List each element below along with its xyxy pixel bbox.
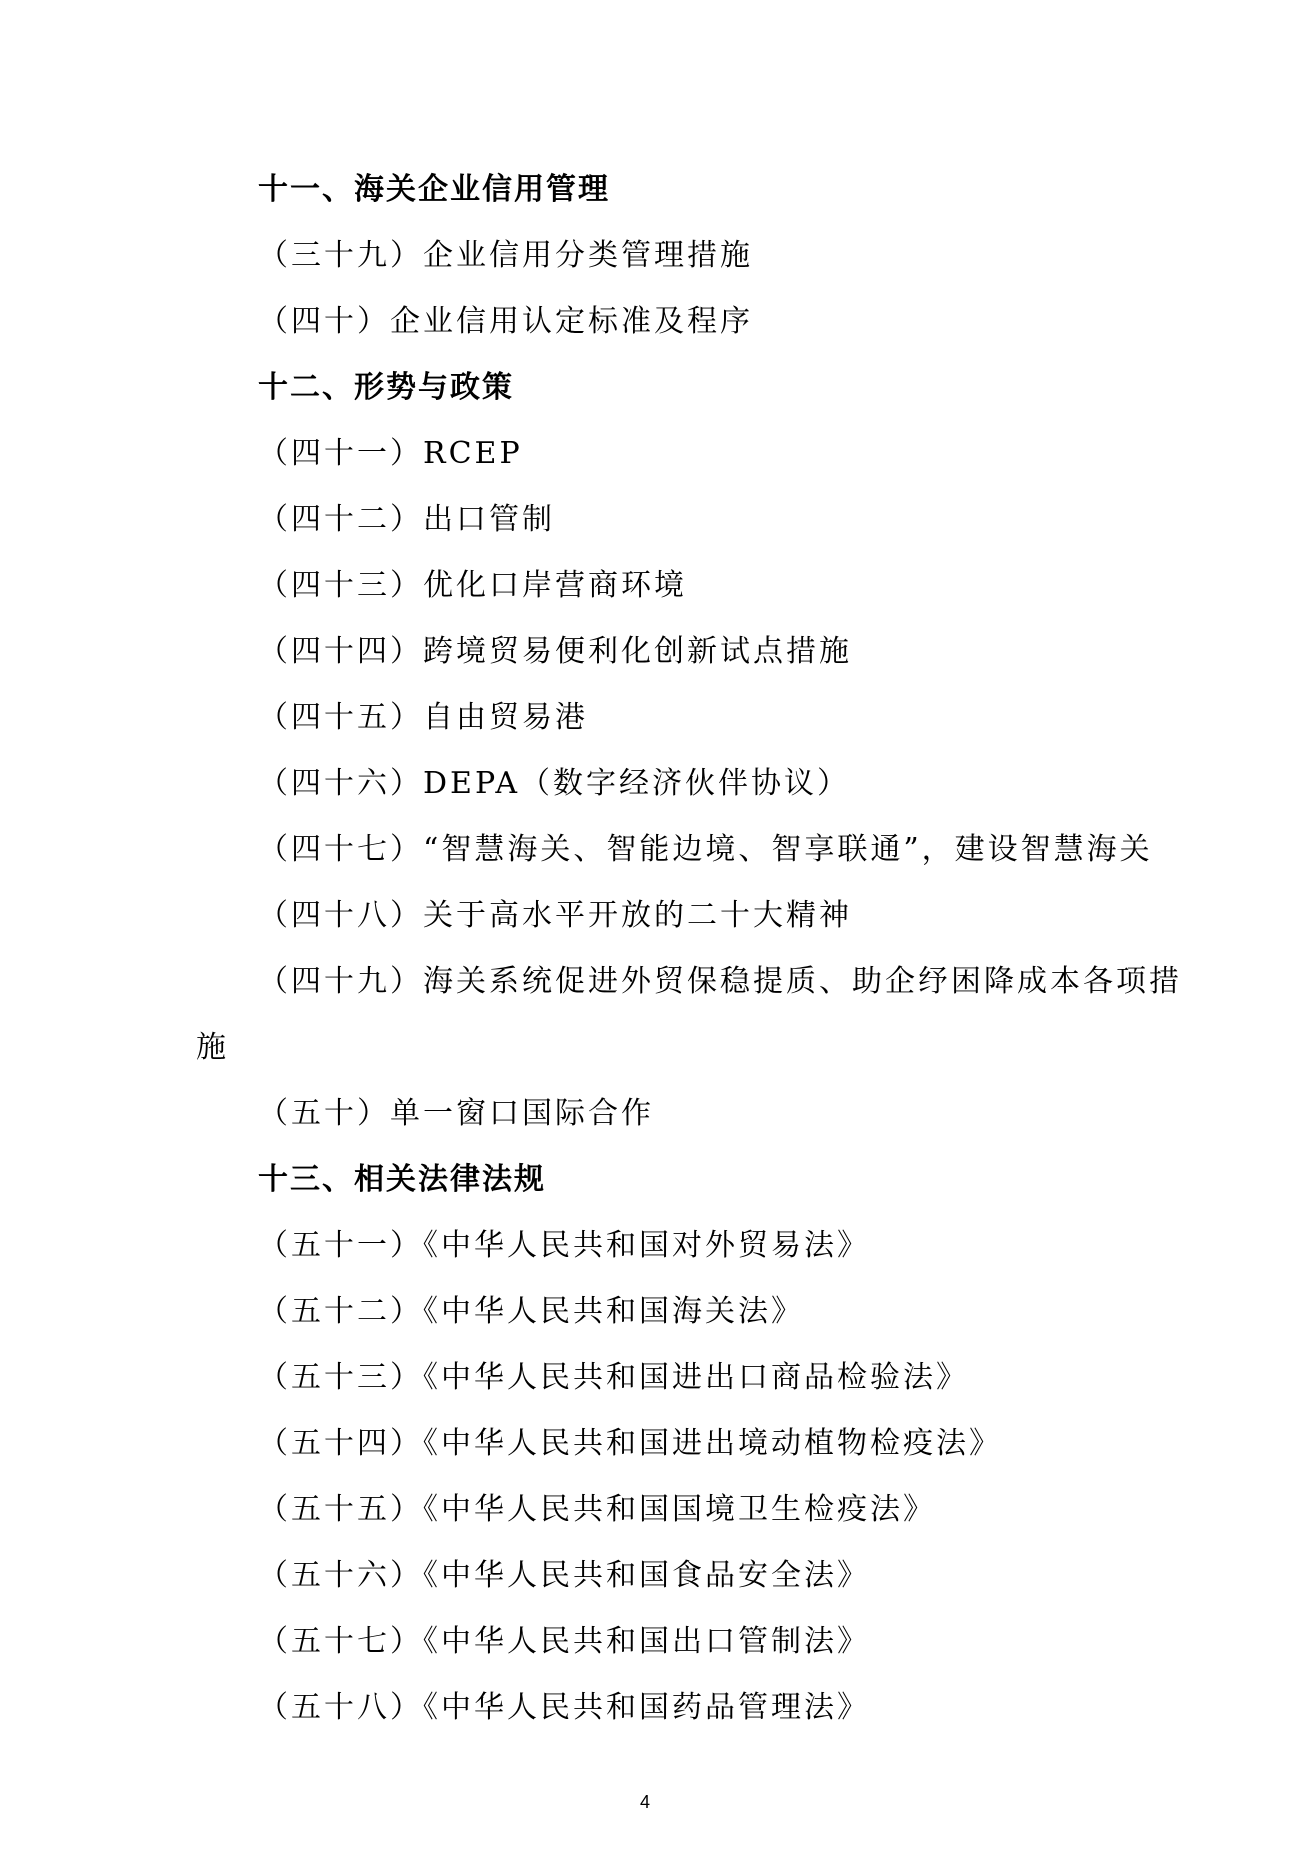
list-item: （五十）单一窗口国际合作 (258, 1096, 654, 1131)
list-item: （四十三）优化口岸营商环境 (258, 568, 687, 603)
list-item: （四十八）关于高水平开放的二十大精神 (258, 898, 852, 933)
list-item: （四十）企业信用认定标准及程序 (258, 304, 753, 339)
list-item: （四十四）跨境贸易便利化创新试点措施 (258, 634, 852, 669)
list-item: （五十六）《中华人民共和国食品安全法》 (258, 1558, 870, 1593)
list-item-continuation: 施 (196, 1030, 229, 1065)
list-item: （五十八）《中华人民共和国药品管理法》 (258, 1690, 870, 1725)
list-item: （五十五）《中华人民共和国国境卫生检疫法》 (258, 1492, 936, 1527)
list-item: （五十七）《中华人民共和国出口管制法》 (258, 1624, 870, 1659)
section-heading-laws-regulations: 十三、相关法律法规 (258, 1162, 546, 1197)
page-number: 4 (640, 1792, 651, 1812)
list-item: （四十七）“智慧海关、智能边境、智享联通”，建设智慧海关 (258, 832, 1153, 867)
list-item: （五十一）《中华人民共和国对外贸易法》 (258, 1228, 870, 1263)
list-item: （五十三）《中华人民共和国进出口商品检验法》 (258, 1360, 969, 1395)
list-item: （四十五）自由贸易港 (258, 700, 588, 735)
list-item: （四十二）出口管制 (258, 502, 555, 537)
section-heading-situation-policy: 十二、形势与政策 (258, 370, 514, 405)
list-item: （四十六）DEPA（数字经济伙伴协议） (258, 766, 851, 801)
list-item: （五十二）《中华人民共和国海关法》 (258, 1294, 804, 1329)
list-item: （四十九）海关系统促进外贸保稳提质、助企纾困降成本各项措 (258, 964, 1182, 999)
list-item: （四十一）RCEP (258, 436, 523, 471)
list-item: （五十四）《中华人民共和国进出境动植物检疫法》 (258, 1426, 1002, 1461)
section-heading-credit-management: 十一、海关企业信用管理 (258, 172, 610, 207)
list-item: （三十九）企业信用分类管理措施 (258, 238, 753, 273)
